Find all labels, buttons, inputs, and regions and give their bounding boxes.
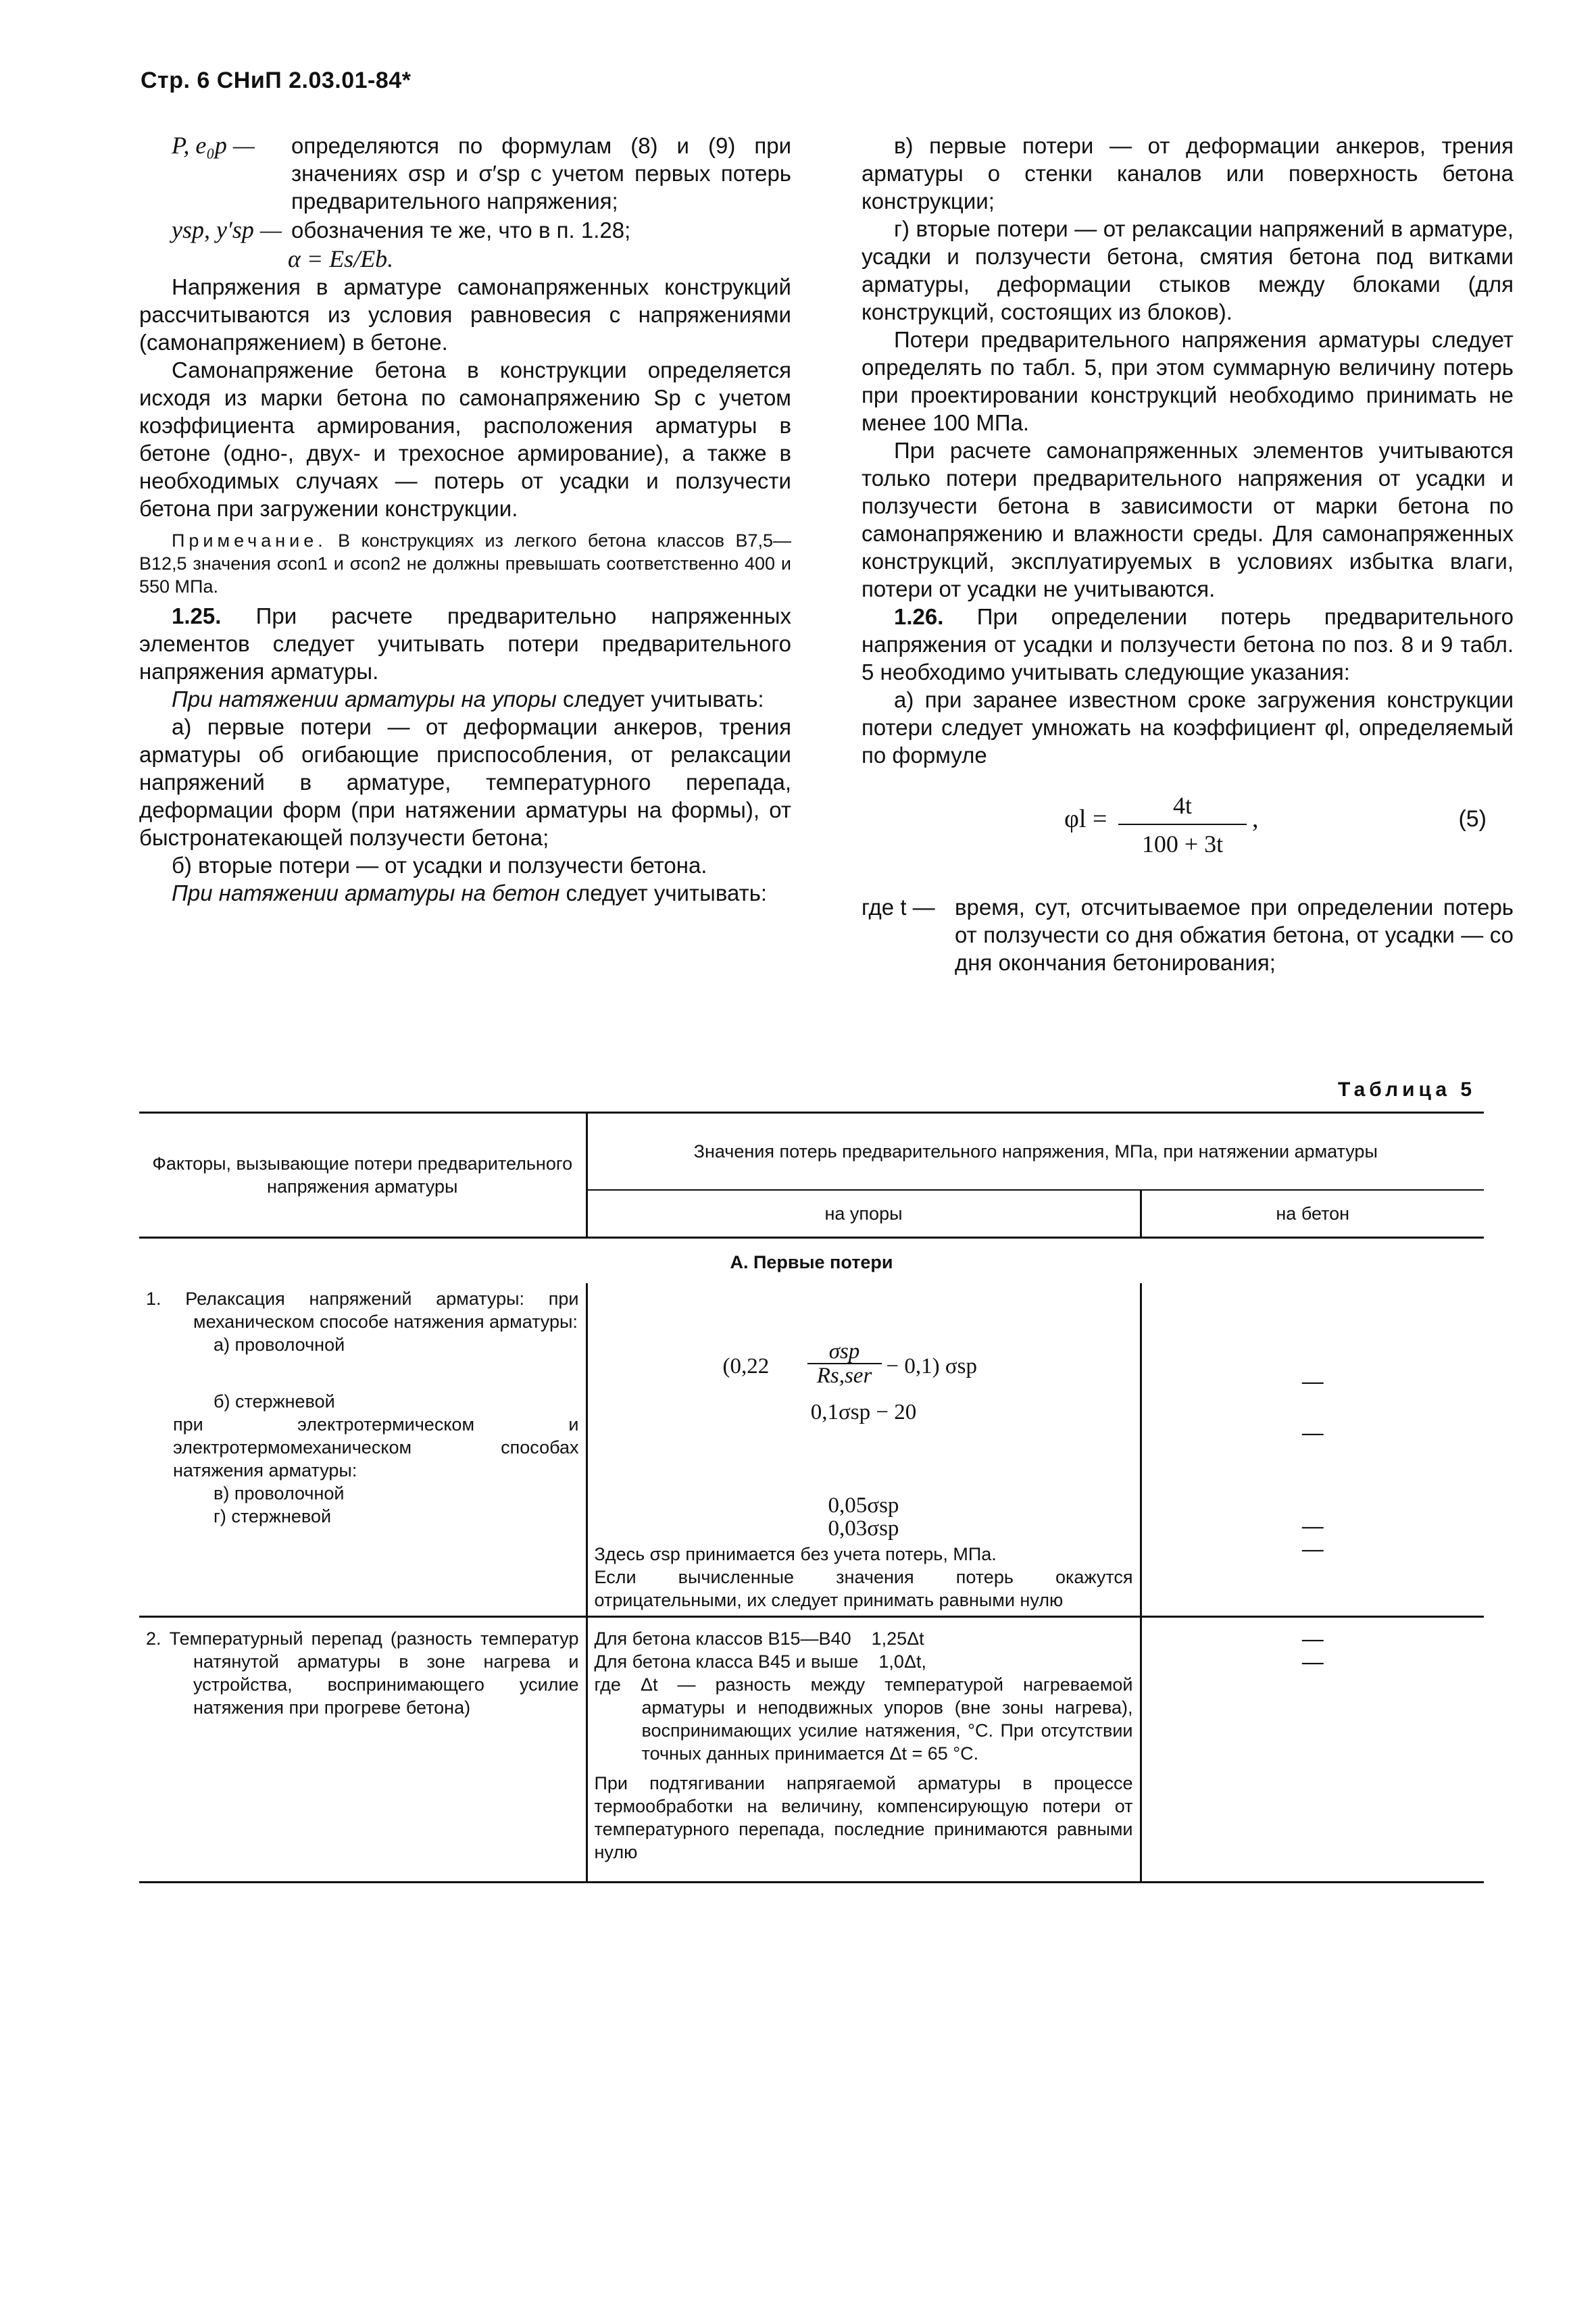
right-column	[862, 132, 1514, 976]
formula-relax-a	[595, 1340, 1133, 1393]
formula-relax-b: 0,1σsp − 20	[810, 1400, 917, 1424]
list-item-v: в) первые потери — от деформации анкеров, трения арматуры о стенки каналов или поверхность бетона конструкции;	[862, 133, 1514, 214]
clause-1-25	[139, 602, 791, 685]
definition-term: ysp, y′sp —	[172, 216, 282, 243]
formula-numerator: σsp	[807, 1340, 882, 1364]
header-concrete: на бетон	[1141, 1190, 1484, 1238]
factor-title: 1. Релаксация напряжений арматуры: при механическом способе натяжения арматуры:	[146, 1289, 579, 1332]
note	[139, 529, 791, 598]
factor-sub-a: а) проволочной	[214, 1335, 345, 1355]
formula-relax-v: 0,05σsp	[828, 1493, 899, 1518]
italic-phrase: При натяжении арматуры на бетон	[172, 880, 560, 905]
clause-text: При определении потерь предварительного напряжения от усадки и ползучести бетона по поз. 8 и 9 табл. 5 необходимо учитывать следующие указания:	[862, 604, 1514, 684]
clause-number: 1.26.	[894, 604, 944, 629]
header-factors: Факторы, вызывающие потери предварительного напряжения арматуры	[139, 1113, 587, 1238]
factor-cell	[139, 1617, 587, 1883]
definition-ysp	[139, 216, 791, 244]
temp-line-2: Для бетона класса В45 и выше 1,0Δt,	[594, 1651, 926, 1672]
definition-p-e0p	[139, 132, 791, 215]
formula-relax-g: 0,03σsp	[828, 1516, 899, 1541]
definition-alpha: α = Es/Eb.	[288, 245, 394, 272]
header-values: Значения потерь предварительного напряжения, МПа, при натяжении арматуры	[587, 1113, 1484, 1191]
dash-a: —	[1301, 1369, 1324, 1393]
factor-sub-v: в) проволочной	[214, 1483, 345, 1503]
temp-where: где Δt — разность между температурой нагреваемой арматуры и неподвижных упоров (вне зоны нагрева), воспринимающих усилие натяжения, °С. При отсутствии точных данных принимается Δt = 65 °С.	[594, 1674, 1133, 1764]
paragraph-concrete	[139, 879, 791, 907]
section-row	[139, 1238, 1484, 1284]
table-caption: Таблица 5	[1338, 1078, 1476, 1101]
formula-lhs: φl =	[1064, 805, 1107, 833]
paragraph-text: следует учитывать:	[566, 880, 768, 905]
formula-denominator: Rs,ser	[816, 1364, 872, 1388]
clause-number: 1.25.	[172, 603, 222, 628]
page-header: Стр. 6 СНиП 2.03.01-84*	[141, 68, 412, 93]
note-label: Примечание.	[172, 530, 327, 551]
values-cell	[587, 1617, 1141, 1883]
clause-text: При расчете предварительно напряженных элементов следует учитывать потери предварительного напряжения арматуры.	[139, 603, 791, 684]
italic-phrase: При натяжении арматуры на упоры	[172, 687, 557, 712]
paragraph-self-stressed-elements: При расчете самонапряженных элементов учитываются только потери предварительного напряжения от усадки и ползучести бетона в зависимости от марки бетона по самонапряжению и влажности среды. Для самонапряженных конструкций, эксплуатируемых в условиях избытка влаги, потери от усадки не учитываются.	[862, 438, 1514, 601]
list-item-b: б) вторые потери — от усадки и ползучести бетона.	[172, 853, 707, 878]
paragraph-stops	[139, 685, 791, 713]
factor-title: 2. Температурный перепад (разность температур натянутой арматуры в зоне нагрева и устройства, воспринимающего усилие натяжения при прогреве бетона)	[146, 1628, 579, 1718]
temp-note: При подтягивании напрягаемой арматуры в процессе термообработки на величину, компенсирующую потери от температурного перепада, последние принимаются равными нулю	[594, 1773, 1133, 1862]
concrete-cell	[1141, 1617, 1484, 1883]
where-label: где t —	[862, 895, 935, 920]
factor-cell	[139, 1283, 587, 1617]
section-title: А. Первые потери	[730, 1252, 893, 1272]
formula-tail: ,	[1252, 805, 1259, 833]
dash-temp-2: —	[1301, 1649, 1324, 1674]
table-row	[139, 1617, 1484, 1883]
formula-fraction	[1118, 792, 1247, 858]
where-text: время, сут, отсчитываемое при определении потерь от ползучести со дня обжатия бетона, от усадки — со дня окончания бетонирования;	[955, 895, 1514, 975]
note-text: В конструкциях из легкого бетона классов В7,5—В12,5 значения σcon1 и σcon2 не должны превышать соответственно 400 и 550 МПа.	[139, 530, 791, 597]
dash-temp-1: —	[1301, 1626, 1324, 1651]
factor-sub-g: г) стержневой	[214, 1506, 332, 1526]
dash-b: —	[1301, 1420, 1324, 1445]
concrete-cell	[1141, 1283, 1484, 1617]
paragraph-losses: Потери предварительного напряжения арматуры следует определять по табл. 5, при этом суммарную величину потерь при проектировании конструкций необходимо принимать не менее 100 МПа.	[862, 327, 1514, 435]
where-definition	[862, 893, 1514, 976]
note-negative: Если вычисленные значения потерь окажутся отрицательными, их следует принимать равными нулю	[594, 1567, 1133, 1610]
values-cell	[587, 1283, 1141, 1617]
formula-denominator: 100 + 3t	[1141, 830, 1224, 857]
paragraph-self-stress: Напряжения в арматуре самонапряженных конструкций рассчитываются из условия равновесия с напряжениями (самонапряжением) в бетоне.	[139, 274, 791, 355]
definition-text: определяются по формулам (8) и (9) при значениях σsp и σ′sp с учетом первых потерь предварительного напряжения;	[291, 133, 791, 214]
dash-g: —	[1301, 1537, 1324, 1561]
formula-numerator: 4t	[1118, 792, 1247, 825]
factor-mid: при электротермическом и электротермомеханическом способах натяжения арматуры:	[173, 1414, 579, 1480]
list-item-a2: а) при заранее известном сроке загружения конструкции потери следует умножать на коэффициент φl, определяемый по формуле	[862, 687, 1514, 768]
table-row	[139, 1283, 1484, 1617]
paragraph-self-stress-concrete: Самонапряжение бетона в конструкции определяется исходя из марки бетона по самонапряжению Sp с учетом коэффициента армирования, расположения арматуры в бетоне (одно-, двух- и трехосное армирование), а также в необходимых случаях — потерь от усадки и ползучести бетона при загружении конструкции.	[139, 357, 791, 521]
temp-line-1: Для бетона классов В15—В40 1,25Δt	[594, 1628, 924, 1649]
table-5	[139, 1112, 1484, 1883]
list-item-a: а) первые потери — от деформации анкеров, трения арматуры об огибающие приспособления, от релаксации напряжений в арматуре, температурного перепада, деформации форм (при натяжении арматуры на формы), от быстронатекающей ползучести бетона;	[139, 714, 791, 850]
factor-sub-b: б) стержневой	[214, 1391, 335, 1412]
definition-term: P, e₀p —	[172, 132, 255, 159]
formula-part: − 0,1) σsp	[886, 1354, 977, 1378]
clause-1-26	[862, 603, 1514, 686]
table-header-row	[139, 1113, 1484, 1191]
definition-text: обозначения те же, что в п. 1.28;	[291, 218, 631, 243]
list-item-g: г) вторые потери — от релаксации напряжений в арматуре, усадки и ползучести бетона, смятия бетона под витками арматуры, деформации стыков между блоками (для конструкций, состоящих из блоков).	[862, 216, 1514, 324]
dash-v: —	[1301, 1514, 1324, 1538]
paragraph-text: следует учитывать:	[563, 687, 764, 712]
left-column	[139, 132, 791, 907]
formula-part: (0,22	[722, 1354, 770, 1378]
header-stops: на упоры	[587, 1190, 1141, 1238]
formula-fraction	[807, 1340, 882, 1387]
note-sigma: Здесь σsp принимается без учета потерь, МПа.	[594, 1544, 997, 1564]
formula-5	[862, 792, 1514, 880]
formula-number: (5)	[1458, 806, 1487, 832]
